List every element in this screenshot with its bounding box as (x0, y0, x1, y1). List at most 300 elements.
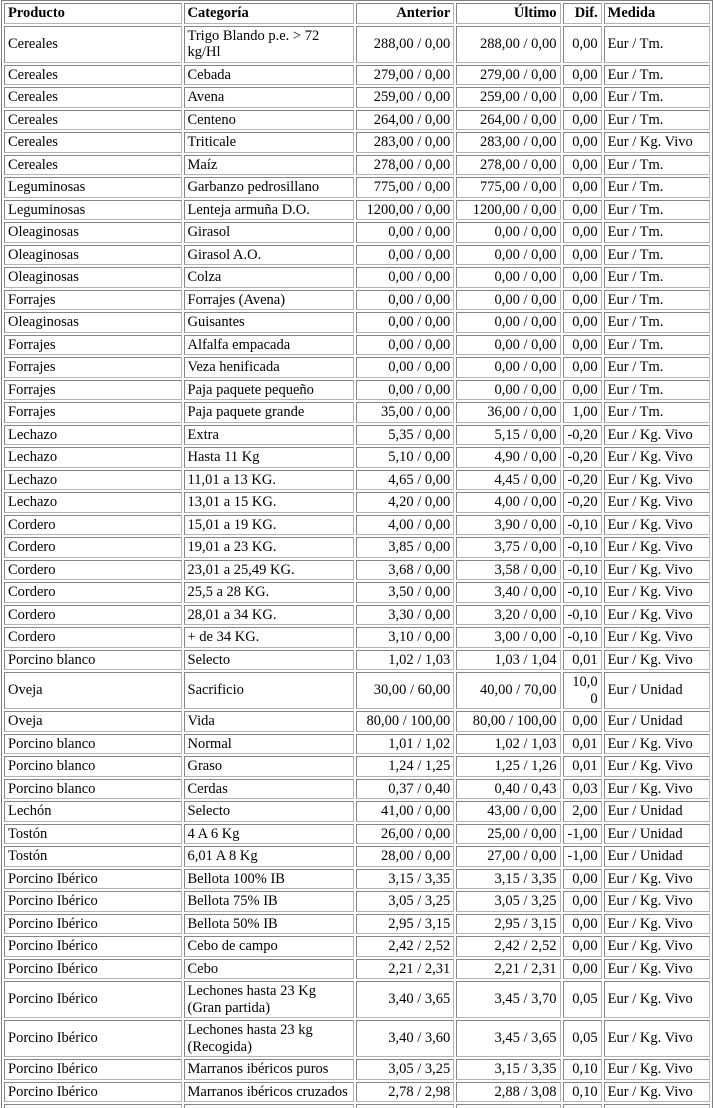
cell-ultimo: 283,00 / 0,00 (456, 132, 560, 153)
cell-dif: 0,00 (563, 177, 602, 198)
cell-ultimo: 4,00 / 0,00 (456, 492, 560, 513)
table-row (4, 869, 710, 890)
table-row (4, 26, 710, 63)
cell-medida: Eur / Tm. (604, 290, 710, 311)
table-row (4, 447, 710, 468)
cell-categoria: Avena (184, 87, 354, 108)
table-row (4, 846, 710, 867)
cell-anterior: 0,00 / 0,00 (356, 380, 454, 401)
cell-dif: 0,00 (563, 936, 602, 957)
cell-anterior: 4,65 / 0,00 (356, 470, 454, 491)
cell-producto: Forrajes (4, 380, 182, 401)
cell-producto: Oveja (4, 672, 182, 709)
cell-medida: Eur / Kg. Vivo (604, 650, 710, 671)
cell-dif: -1,00 (563, 824, 602, 845)
cell-ultimo: 0,40 / 0,43 (456, 779, 560, 800)
cell-categoria: 11,01 a 13 KG. (184, 470, 354, 491)
cell-producto: Porcino Ibérico (4, 959, 182, 980)
cell-categoria: 23,01 a 25,49 KG. (184, 560, 354, 581)
table-header (4, 3, 710, 24)
cell-medida: Eur / Kg. Vivo (604, 515, 710, 536)
cell-anterior: 80,00 / 100,00 (356, 711, 454, 732)
cell-ultimo: 3,05 / 3,25 (456, 891, 560, 912)
cell-medida: Eur / Kg. Vivo (604, 492, 710, 513)
cell-categoria: Vida (184, 711, 354, 732)
cell-medida: Eur / Tm. (604, 357, 710, 378)
column-header-dif: Dif. (563, 3, 602, 24)
cell-dif: -0,20 (563, 470, 602, 491)
cell-ultimo: 3,75 / 0,00 (456, 537, 560, 558)
table-row (4, 650, 710, 671)
cell-producto: Forrajes (4, 335, 182, 356)
cell-dif: 0,00 (563, 200, 602, 221)
cell-categoria: Trigo Blando p.e. > 72 kg/Hl (184, 26, 354, 63)
cell-categoria: Centeno (184, 110, 354, 131)
table-row (4, 132, 710, 153)
cell-medida: Eur / Tm. (604, 177, 710, 198)
cell-medida: Eur / Kg. Vivo (604, 447, 710, 468)
cell-categoria: Sacrificio (184, 672, 354, 709)
cell-categoria: Marranos ibéricos puros (184, 1059, 354, 1080)
cell-dif: 0,00 (563, 312, 602, 333)
cell-dif: 0,00 (563, 711, 602, 732)
cell-ultimo: 3,45 / 3,65 (456, 1020, 560, 1057)
cell-categoria: Colza (184, 267, 354, 288)
cell-ultimo: 0,00 / 0,00 (456, 222, 560, 243)
cell-producto: Cordero (4, 605, 182, 626)
cell-ultimo: 3,15 / 3,35 (456, 869, 560, 890)
cell-dif: -1,00 (563, 846, 602, 867)
table-row (4, 335, 710, 356)
cell-ultimo (456, 1104, 560, 1108)
table-row (4, 87, 710, 108)
cell-categoria: Paja paquete pequeño (184, 380, 354, 401)
cell-medida: Eur / Kg. Vivo (604, 914, 710, 935)
cell-producto: Forrajes (4, 357, 182, 378)
cell-medida: Eur / Kg. Vivo (604, 1082, 710, 1103)
cell-categoria: Cebo (184, 959, 354, 980)
cell-medida: Eur / Kg. Vivo (604, 582, 710, 603)
cell-anterior: 279,00 / 0,00 (356, 65, 454, 86)
cell-dif: 0,00 (563, 380, 602, 401)
cell-producto: Porcino Ibérico (4, 981, 182, 1018)
cell-anterior: 0,37 / 0,40 (356, 779, 454, 800)
cell-dif: 0,10 (563, 1082, 602, 1103)
cell-producto: Oleaginosas (4, 267, 182, 288)
cell-ultimo: 288,00 / 0,00 (456, 26, 560, 63)
table-row (4, 936, 710, 957)
cell-producto: Oleaginosas (4, 245, 182, 266)
cell-categoria: Selecto (184, 650, 354, 671)
cell-categoria: Bellota 100% IB (184, 869, 354, 890)
cell-ultimo: 4,90 / 0,00 (456, 447, 560, 468)
cell-anterior: 0,00 / 0,00 (356, 312, 454, 333)
cell-anterior (356, 1104, 454, 1108)
cell-producto: Cereales (4, 65, 182, 86)
cell-medida: Eur / Kg. Vivo (604, 1020, 710, 1057)
cell-anterior: 4,20 / 0,00 (356, 492, 454, 513)
cell-medida: Eur / Tm. (604, 87, 710, 108)
cell-dif: 0,00 (563, 914, 602, 935)
cell-dif: 0,01 (563, 756, 602, 777)
cell-dif: 0,00 (563, 155, 602, 176)
cell-ultimo: 4,45 / 0,00 (456, 470, 560, 491)
cell-producto: Cereales (4, 87, 182, 108)
cell-anterior: 3,40 / 3,60 (356, 1020, 454, 1057)
cell-medida (604, 1104, 710, 1108)
cell-anterior: 3,05 / 3,25 (356, 891, 454, 912)
cell-dif: 0,00 (563, 132, 602, 153)
cell-anterior: 0,00 / 0,00 (356, 357, 454, 378)
cell-ultimo: 279,00 / 0,00 (456, 65, 560, 86)
cell-categoria: Veza henificada (184, 357, 354, 378)
cell-producto: Porcino blanco (4, 756, 182, 777)
cell-categoria: 4 A 6 Kg (184, 824, 354, 845)
cell-categoria: 13,01 a 15 KG. (184, 492, 354, 513)
cell-dif: 2,00 (563, 801, 602, 822)
cell-ultimo: 1,03 / 1,04 (456, 650, 560, 671)
cell-categoria: Garbanzo pedrosillano (184, 177, 354, 198)
cell-ultimo: 0,00 / 0,00 (456, 267, 560, 288)
cell-ultimo: 2,88 / 3,08 (456, 1082, 560, 1103)
cell-ultimo: 3,00 / 0,00 (456, 627, 560, 648)
agricultural-prices-table (1, 0, 713, 1108)
table-row (4, 824, 710, 845)
table-row (4, 245, 710, 266)
cell-producto: Porcino Ibérico (4, 1082, 182, 1103)
cell-medida: Eur / Kg. Vivo (604, 779, 710, 800)
cell-anterior: 2,78 / 2,98 (356, 1082, 454, 1103)
cell-medida: Eur / Tm. (604, 380, 710, 401)
cell-anterior: 35,00 / 0,00 (356, 402, 454, 423)
cell-dif: 0,00 (563, 65, 602, 86)
cell-medida: Eur / Tm. (604, 312, 710, 333)
cell-dif: 0,00 (563, 87, 602, 108)
cell-ultimo: 0,00 / 0,00 (456, 245, 560, 266)
cell-ultimo: 3,58 / 0,00 (456, 560, 560, 581)
cell-dif: -0,10 (563, 627, 602, 648)
cell-dif: 0,03 (563, 779, 602, 800)
cell-anterior: 264,00 / 0,00 (356, 110, 454, 131)
cell-dif: -0,20 (563, 425, 602, 446)
cell-categoria: Alfalfa empacada (184, 335, 354, 356)
cell-anterior: 3,50 / 0,00 (356, 582, 454, 603)
cell-producto: Cereales (4, 26, 182, 63)
cell-producto: Cordero (4, 560, 182, 581)
cell-dif: 0,05 (563, 1020, 602, 1057)
cell-producto: Porcino Ibérico (4, 936, 182, 957)
table-row (4, 222, 710, 243)
table-row (4, 734, 710, 755)
cell-anterior: 3,85 / 0,00 (356, 537, 454, 558)
cell-categoria: Lechones hasta 23 kg (Recogida) (184, 1020, 354, 1057)
cell-ultimo: 3,20 / 0,00 (456, 605, 560, 626)
cell-producto: Porcino Ibérico (4, 891, 182, 912)
cell-medida: Eur / Kg. Vivo (604, 756, 710, 777)
cell-categoria: Girasol A.O. (184, 245, 354, 266)
cell-categoria: Bellota 75% IB (184, 891, 354, 912)
cell-producto: Porcino Ibérico (4, 1059, 182, 1080)
cell-dif: -0,10 (563, 605, 602, 626)
cell-categoria: Cerdas (184, 779, 354, 800)
cell-producto: Leguminosas (4, 177, 182, 198)
cell-categoria: 28,01 a 34 KG. (184, 605, 354, 626)
cell-producto: Tostón (4, 824, 182, 845)
cell-medida: Eur / Kg. Vivo (604, 605, 710, 626)
cell-producto: Cereales (4, 132, 182, 153)
cell-dif: 1,00 (563, 402, 602, 423)
cell-medida: Eur / Kg. Vivo (604, 470, 710, 491)
cell-producto: Porcino Ibérico (4, 914, 182, 935)
cell-anterior: 1,02 / 1,03 (356, 650, 454, 671)
cell-anterior: 278,00 / 0,00 (356, 155, 454, 176)
table-row (4, 177, 710, 198)
cell-ultimo: 3,40 / 0,00 (456, 582, 560, 603)
table-row (4, 627, 710, 648)
cell-anterior: 0,00 / 0,00 (356, 245, 454, 266)
cell-ultimo: 3,15 / 3,35 (456, 1059, 560, 1080)
table-row (4, 756, 710, 777)
cell-categoria: + de 34 KG. (184, 627, 354, 648)
cell-anterior: 1,01 / 1,02 (356, 734, 454, 755)
cell-anterior: 3,40 / 3,65 (356, 981, 454, 1018)
cell-medida: Eur / Kg. Vivo (604, 869, 710, 890)
table-row (4, 200, 710, 221)
cell-anterior: 3,15 / 3,35 (356, 869, 454, 890)
cell-medida: Eur / Unidad (604, 824, 710, 845)
table-row (4, 312, 710, 333)
cell-medida: Eur / Kg. Vivo (604, 959, 710, 980)
cell-dif: 10,00 (563, 672, 602, 709)
table-row (4, 672, 710, 709)
table-body (4, 26, 710, 1108)
cell-producto (4, 1104, 182, 1108)
table-row-partial (4, 1104, 710, 1108)
table-row (4, 981, 710, 1018)
cell-dif: 0,00 (563, 335, 602, 356)
column-header-medida: Medida (604, 3, 710, 24)
cell-medida: Eur / Kg. Vivo (604, 981, 710, 1018)
cell-producto: Lechón (4, 801, 182, 822)
cell-categoria: Hasta 11 Kg (184, 447, 354, 468)
cell-categoria: Selecto (184, 801, 354, 822)
cell-ultimo: 0,00 / 0,00 (456, 380, 560, 401)
cell-producto: Cereales (4, 155, 182, 176)
cell-anterior: 5,10 / 0,00 (356, 447, 454, 468)
cell-anterior: 28,00 / 0,00 (356, 846, 454, 867)
cell-categoria: Paja paquete grande (184, 402, 354, 423)
cell-anterior: 283,00 / 0,00 (356, 132, 454, 153)
cell-medida: Eur / Tm. (604, 222, 710, 243)
cell-producto: Lechazo (4, 492, 182, 513)
cell-medida: Eur / Unidad (604, 672, 710, 709)
cell-medida: Eur / Tm. (604, 200, 710, 221)
table-row (4, 110, 710, 131)
cell-dif: 0,00 (563, 267, 602, 288)
table-row (4, 470, 710, 491)
cell-anterior: 41,00 / 0,00 (356, 801, 454, 822)
table-row (4, 1059, 710, 1080)
cell-ultimo: 5,15 / 0,00 (456, 425, 560, 446)
cell-categoria: Lechones hasta 23 Kg (Gran partida) (184, 981, 354, 1018)
cell-ultimo: 775,00 / 0,00 (456, 177, 560, 198)
cell-ultimo: 36,00 / 0,00 (456, 402, 560, 423)
cell-ultimo: 0,00 / 0,00 (456, 335, 560, 356)
table-row (4, 357, 710, 378)
cell-dif: 0,00 (563, 891, 602, 912)
cell-ultimo: 1200,00 / 0,00 (456, 200, 560, 221)
cell-ultimo: 40,00 / 70,00 (456, 672, 560, 709)
cell-ultimo: 0,00 / 0,00 (456, 290, 560, 311)
cell-dif: -0,10 (563, 582, 602, 603)
cell-dif: -0,20 (563, 447, 602, 468)
cell-anterior: 1,24 / 1,25 (356, 756, 454, 777)
cell-categoria: Normal (184, 734, 354, 755)
cell-ultimo: 0,00 / 0,00 (456, 312, 560, 333)
cell-producto: Oleaginosas (4, 312, 182, 333)
cell-dif (563, 1104, 602, 1108)
cell-anterior: 0,00 / 0,00 (356, 335, 454, 356)
table-row (4, 290, 710, 311)
cell-ultimo: 259,00 / 0,00 (456, 87, 560, 108)
cell-anterior: 3,68 / 0,00 (356, 560, 454, 581)
cell-dif: -0,20 (563, 492, 602, 513)
table-row (4, 492, 710, 513)
cell-producto: Lechazo (4, 447, 182, 468)
cell-categoria: Extra (184, 425, 354, 446)
cell-ultimo: 25,00 / 0,00 (456, 824, 560, 845)
cell-ultimo: 2,21 / 2,31 (456, 959, 560, 980)
cell-producto: Cordero (4, 627, 182, 648)
cell-dif: 0,00 (563, 290, 602, 311)
column-header-categoria: Categoría (184, 3, 354, 24)
cell-medida: Eur / Kg. Vivo (604, 627, 710, 648)
cell-medida: Eur / Tm. (604, 110, 710, 131)
cell-anterior: 3,05 / 3,25 (356, 1059, 454, 1080)
table-header-row (4, 3, 710, 24)
cell-dif: 0,00 (563, 245, 602, 266)
cell-ultimo: 2,42 / 2,52 (456, 936, 560, 957)
cell-anterior: 30,00 / 60,00 (356, 672, 454, 709)
cell-producto: Forrajes (4, 402, 182, 423)
cell-producto: Lechazo (4, 470, 182, 491)
cell-anterior: 4,00 / 0,00 (356, 515, 454, 536)
cell-dif: 0,05 (563, 981, 602, 1018)
cell-medida: Eur / Unidad (604, 801, 710, 822)
cell-anterior: 259,00 / 0,00 (356, 87, 454, 108)
cell-categoria: Triticale (184, 132, 354, 153)
cell-categoria: Guisantes (184, 312, 354, 333)
cell-anterior: 2,95 / 3,15 (356, 914, 454, 935)
cell-medida: Eur / Kg. Vivo (604, 425, 710, 446)
cell-dif: -0,10 (563, 560, 602, 581)
cell-anterior: 0,00 / 0,00 (356, 222, 454, 243)
cell-ultimo: 3,90 / 0,00 (456, 515, 560, 536)
cell-medida: Eur / Kg. Vivo (604, 560, 710, 581)
column-header-producto: Producto (4, 3, 182, 24)
column-header-ultimo: Último (456, 3, 560, 24)
table-row (4, 711, 710, 732)
cell-categoria: Girasol (184, 222, 354, 243)
cell-ultimo: 2,95 / 3,15 (456, 914, 560, 935)
cell-dif: 0,00 (563, 959, 602, 980)
cell-categoria: 25,5 a 28 KG. (184, 582, 354, 603)
cell-dif: 0,00 (563, 357, 602, 378)
cell-medida: Eur / Kg. Vivo (604, 891, 710, 912)
cell-categoria: 15,01 a 19 KG. (184, 515, 354, 536)
table-row (4, 425, 710, 446)
cell-medida: Eur / Tm. (604, 335, 710, 356)
cell-medida: Eur / Unidad (604, 846, 710, 867)
column-header-anterior: Anterior (356, 3, 454, 24)
cell-medida: Eur / Tm. (604, 245, 710, 266)
cell-producto: Porcino Ibérico (4, 869, 182, 890)
cell-medida: Eur / Tm. (604, 26, 710, 63)
cell-dif: 0,00 (563, 869, 602, 890)
cell-categoria: Bellota 50% IB (184, 914, 354, 935)
cell-ultimo: 43,00 / 0,00 (456, 801, 560, 822)
cell-categoria (184, 1104, 354, 1108)
cell-categoria: Cebo de campo (184, 936, 354, 957)
cell-anterior: 775,00 / 0,00 (356, 177, 454, 198)
table-row (4, 1082, 710, 1103)
cell-ultimo: 80,00 / 100,00 (456, 711, 560, 732)
cell-producto: Oveja (4, 711, 182, 732)
cell-categoria: Lenteja armuña D.O. (184, 200, 354, 221)
cell-categoria: Marranos ibéricos cruzados (184, 1082, 354, 1103)
cell-anterior: 3,10 / 0,00 (356, 627, 454, 648)
cell-ultimo: 1,02 / 1,03 (456, 734, 560, 755)
cell-medida: Eur / Unidad (604, 711, 710, 732)
cell-medida: Eur / Kg. Vivo (604, 936, 710, 957)
cell-dif: 0,01 (563, 734, 602, 755)
cell-medida: Eur / Tm. (604, 402, 710, 423)
cell-anterior: 288,00 / 0,00 (356, 26, 454, 63)
table-row (4, 402, 710, 423)
cell-producto: Porcino blanco (4, 650, 182, 671)
cell-producto: Cordero (4, 582, 182, 603)
table-row (4, 779, 710, 800)
cell-ultimo: 278,00 / 0,00 (456, 155, 560, 176)
cell-dif: -0,10 (563, 537, 602, 558)
cell-ultimo: 1,25 / 1,26 (456, 756, 560, 777)
cell-medida: Eur / Tm. (604, 155, 710, 176)
cell-ultimo: 3,45 / 3,70 (456, 981, 560, 1018)
cell-medida: Eur / Tm. (604, 267, 710, 288)
cell-producto: Porcino blanco (4, 734, 182, 755)
cell-categoria: Graso (184, 756, 354, 777)
cell-producto: Leguminosas (4, 200, 182, 221)
cell-anterior: 5,35 / 0,00 (356, 425, 454, 446)
cell-anterior: 0,00 / 0,00 (356, 290, 454, 311)
cell-categoria: Maíz (184, 155, 354, 176)
cell-producto: Lechazo (4, 425, 182, 446)
cell-categoria: Cebada (184, 65, 354, 86)
cell-ultimo: 27,00 / 0,00 (456, 846, 560, 867)
cell-anterior: 0,00 / 0,00 (356, 267, 454, 288)
cell-anterior: 2,21 / 2,31 (356, 959, 454, 980)
table-row (4, 582, 710, 603)
cell-producto: Cordero (4, 515, 182, 536)
cell-producto: Porcino blanco (4, 779, 182, 800)
table-row (4, 537, 710, 558)
cell-medida: Eur / Kg. Vivo (604, 1059, 710, 1080)
cell-dif: -0,10 (563, 515, 602, 536)
cell-producto: Tostón (4, 846, 182, 867)
table-row (4, 267, 710, 288)
cell-ultimo: 264,00 / 0,00 (456, 110, 560, 131)
cell-medida: Eur / Kg. Vivo (604, 537, 710, 558)
